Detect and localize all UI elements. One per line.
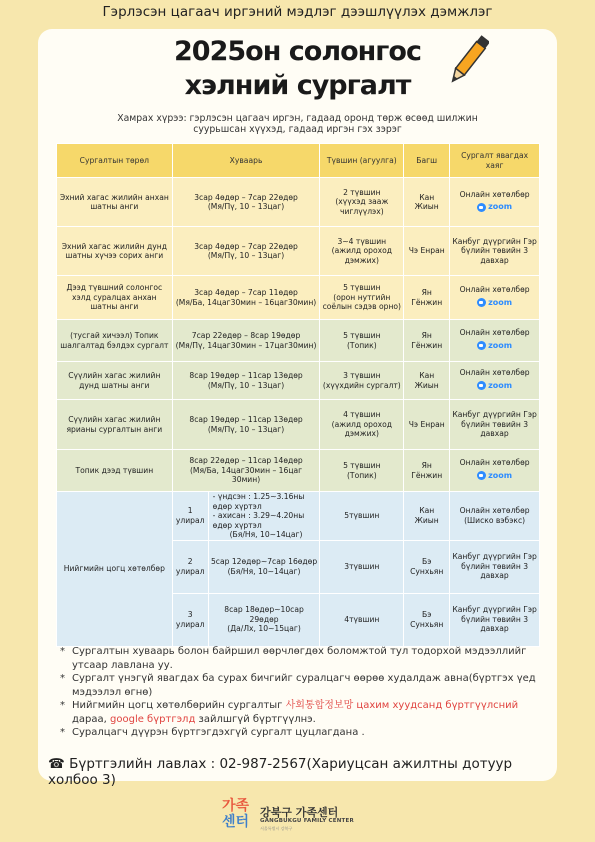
level-content: (Топик) — [346, 470, 377, 480]
asterisk-icon: * — [60, 727, 65, 738]
course-location: Канбуг дүүргийн Гэр бүлийн төвийн 3 давхар — [450, 400, 540, 450]
schedule-dates: 8сар 19өдөр – 11сар 13өдөр — [189, 415, 303, 424]
location-text: Онлайн хөтөлбөр — [459, 368, 530, 378]
zoom-badge — [477, 202, 512, 212]
zoom-badge — [477, 381, 512, 391]
pencil-icon — [449, 31, 489, 91]
course-location — [450, 362, 540, 400]
notes-section — [60, 645, 550, 740]
family-term-schedule — [172, 492, 320, 541]
course-teacher: Чэ Енран — [404, 400, 450, 450]
level-value: 5 түвшин — [343, 461, 381, 470]
course-location — [450, 320, 540, 362]
level-value: 5 түвшин — [343, 331, 381, 340]
course-level — [320, 178, 404, 227]
course-schedule — [172, 178, 320, 227]
family-teacher: Бэ Сунхьян — [404, 540, 450, 593]
family-location: Онлайн хөтөлбөр (Шиско вэбэкс) — [450, 492, 540, 541]
family-term: 3 улирал — [173, 594, 209, 646]
logo-subtitle: 서울특별시 강북구 — [260, 826, 293, 831]
contact-text: Бүртгэлийн лавлах : 02-987-2567(Хариуцсан ажилтны дотуур холбоо 3) — [48, 756, 513, 788]
level-value: 3~4 түвшин — [337, 236, 387, 246]
note-highlight-portal: 사회통합정보망 цахим хуудсанд бүртгүүлсний — [285, 700, 519, 711]
title-line-2-text: хэлний сургалт — [184, 70, 411, 101]
schedule-days: (Мя/Пү, 10 – 13цаг) — [207, 202, 285, 211]
family-term: 2 улирал — [173, 541, 209, 593]
note-item — [60, 645, 550, 672]
location-text: Онлайн хөтөлбөр — [459, 328, 530, 338]
table-row — [57, 178, 540, 227]
course-type: (тусгай хичээл) Топик шалгалтад бэлдэх сургалт — [57, 320, 173, 362]
course-level — [320, 450, 404, 492]
course-schedule — [172, 400, 320, 450]
family-teacher: Кан Жиын — [404, 492, 450, 541]
level-content: (ажилд ороход дэмжих) — [331, 246, 393, 265]
logo-english-name: GANGBUKGU FAMILY CENTER — [260, 818, 354, 824]
course-teacher: Кан Жиын — [404, 178, 450, 227]
table-row — [57, 320, 540, 362]
course-level — [320, 400, 404, 450]
family-course-type: Нийгмийн цогц хөтөлбөр — [57, 492, 173, 647]
schedule-days: (Мя/Ба, 14цаг30мин – 16цаг30мин) — [175, 297, 317, 307]
schedule-advanced: - ахисан : 3.29~4.20ны өдөр хүртэл — [212, 511, 305, 530]
level-value: 4 түвшин — [343, 410, 381, 420]
family-term-dates — [209, 605, 320, 634]
schedule-dates: 8сар 18өдөр~10сар 29өдөр — [224, 605, 304, 624]
asterisk-icon: * — [60, 700, 65, 711]
phone-icon: ☎ — [48, 756, 70, 772]
note-item — [60, 726, 550, 740]
target-line-1: Хамрах хүрээ: гэрлэсэн цагаач иргэн, гадаад оронд төрж өсөөд шилжин — [117, 113, 478, 124]
course-type: Эхний хагас жилийн дунд шатны хүчээ сорих анги — [57, 227, 173, 276]
schedule-table — [56, 143, 540, 647]
schedule-dates: 3сар 4өдөр – 7сар 22өдөр — [194, 192, 298, 202]
note-item — [60, 699, 550, 726]
note-highlight-google: google бүртгэлд — [110, 713, 196, 725]
schedule-days: (Бя/Ня, 10~14цаг) — [227, 566, 301, 576]
header-type: Сургалтын төрөл — [57, 144, 173, 178]
target-audience — [38, 113, 557, 135]
family-center-logo-icon — [216, 798, 256, 836]
schedule-days: (Мя/Ба, 14цаг30мин – 16цаг 30мин) — [189, 465, 303, 485]
level-content: (Топик) — [346, 340, 377, 350]
table-header-row — [57, 144, 540, 178]
footer-logo — [216, 798, 386, 838]
schedule-days: (Мя/Пү, 10 – 13цаг) — [207, 251, 285, 260]
note-text: Сургалт үнэгүй явагдах ба сурах бичгийг суралцагч өөрөө худалдаж авна(бүртгэх үед мэдээлэл өгнө) — [72, 673, 536, 698]
course-schedule — [172, 450, 320, 492]
location-text: Онлайн хөтөлбөр — [459, 458, 530, 468]
course-teacher: Ян Гёнжин — [404, 320, 450, 362]
schedule-dates: 5сар 12өдөр~7сар 16өдөр — [210, 557, 318, 566]
note-text: дараа, — [72, 713, 111, 725]
location-text: Онлайн хөтөлбөр — [459, 285, 530, 295]
course-teacher: Чэ Енран — [404, 227, 450, 276]
schedule-dates: 3сар 4өдөр – 7сар 22өдөр — [194, 241, 298, 251]
level-content: (ажилд ороход дэмжих) — [331, 419, 393, 439]
level-value: 3 түвшин — [343, 371, 381, 380]
course-level — [320, 276, 404, 320]
course-schedule — [172, 320, 320, 362]
zoom-icon — [477, 298, 486, 307]
family-level: 4түвшин — [320, 593, 404, 646]
title-line-2 — [167, 69, 429, 103]
zoom-label: zoom — [488, 340, 513, 350]
zoom-badge — [477, 298, 512, 308]
zoom-label: zoom — [488, 202, 513, 212]
course-level — [320, 320, 404, 362]
table-row — [57, 362, 540, 400]
note-text: зайлшгүй бүртгүүлнэ. — [195, 713, 316, 725]
course-type: Сүүлийн хагас жилийн ярианы сургалтын анги — [57, 400, 173, 450]
table-row — [57, 400, 540, 450]
family-location: Канбуг дүүргийн Гэр бүлийн төвийн 3 давхар — [450, 593, 540, 646]
schedule-days: (Мя/Пү, 14цаг30мин – 17цаг30мин) — [175, 340, 317, 350]
level-content: (хүүхэд зааж чиглүүлэх) — [335, 197, 389, 216]
logo-mark-top: 가족 — [222, 798, 250, 814]
note-text: Суралцагч дүүрэн бүртгэгдэхгүй сургалт цуцлагдана . — [72, 727, 365, 738]
level-value: 2 түвшин — [343, 187, 381, 197]
contact-line — [48, 756, 558, 788]
course-type: Дээд түвшний солонгос хэлд суралцах анхан шатны анги — [57, 276, 173, 320]
asterisk-icon: * — [60, 673, 65, 684]
course-schedule — [172, 362, 320, 400]
family-term-dates — [209, 492, 320, 540]
level-content: (орон нутгийн соёлын сэдэв орно) — [322, 292, 402, 312]
schedule-days: (Да/Лх, 10~15цаг) — [227, 624, 301, 634]
header-teacher: Багш — [404, 144, 450, 178]
course-level — [320, 227, 404, 276]
course-type: Топик дээд түвшин — [57, 450, 173, 492]
course-location — [450, 178, 540, 227]
schedule-dates: 3сар 4өдөр – 7сар 11өдөр — [194, 288, 298, 297]
zoom-label: zoom — [488, 297, 513, 307]
family-term-schedule — [172, 593, 320, 646]
course-teacher: Кан Жиын — [404, 362, 450, 400]
family-level: 5түвшин — [320, 492, 404, 541]
zoom-label: zoom — [488, 380, 513, 390]
asterisk-icon: * — [60, 646, 65, 657]
location-text: Онлайн хөтөлбөр — [459, 189, 530, 199]
table-row — [57, 492, 540, 541]
note-item — [60, 672, 550, 699]
course-type: Сүүлийн хагас жилийн дунд шатны анги — [57, 362, 173, 400]
zoom-badge — [477, 471, 512, 481]
target-line-2: суурьшсан хүүхэд, гадаад иргэн гэх зэрэг — [193, 124, 402, 135]
zoom-badge — [477, 341, 512, 351]
course-level — [320, 362, 404, 400]
logo-name: 강북구 가족센터 — [260, 806, 339, 819]
zoom-icon — [477, 381, 486, 390]
schedule-dates: 8сар 19өдөр – 11сар 13өдөр — [189, 371, 303, 380]
note-text: Сургалтын хуваарь болон байршил өөрчлөгдөх боломжтой тул тодорхой мэдээллийг утсаар лавлана уу. — [72, 646, 527, 671]
course-location: Канбуг дүүргийн Гэр бүлийн төвийн 3 давхар — [450, 227, 540, 276]
zoom-icon — [477, 471, 486, 480]
schedule-basic: - үндсэн : 1.25~3.16ны өдөр хүртэл — [212, 492, 305, 511]
family-term-dates — [209, 557, 320, 576]
header-location: Сургалт явагдах хаяг — [450, 144, 540, 178]
family-term-schedule — [172, 540, 320, 593]
title-line-1: 2025он солонгос — [174, 36, 421, 67]
family-location: Канбуг дүүргийн Гэр бүлийн төвийн 3 давхар — [450, 540, 540, 593]
header-strip: Гэрлэсэн цагаач иргэний мэдлэг дээшлүүлэх дэмжлэг — [102, 4, 493, 20]
course-teacher: Ян Гёнжин — [404, 276, 450, 320]
note-text: Нийгмийн цогц хөтөлбөрийн сургалтыг — [72, 700, 286, 711]
course-schedule — [172, 227, 320, 276]
family-term: 1 улирал — [173, 492, 209, 540]
zoom-label: zoom — [488, 470, 513, 480]
schedule-dates: 7сар 22өдөр – 8сар 19өдөр — [191, 331, 301, 340]
poster-card — [38, 29, 557, 788]
level-value: 5 түвшин — [343, 283, 381, 293]
table-row — [57, 276, 540, 320]
schedule-days: (Мя/Пү, 10 – 13цаг) — [207, 424, 285, 434]
schedule-days: (Бя/Ня, 10~14цаг) — [229, 530, 303, 539]
header-level: Түвшин (агуулга) — [320, 144, 404, 178]
table-row — [57, 450, 540, 492]
course-schedule — [172, 276, 320, 320]
course-location — [450, 276, 540, 320]
course-location — [450, 450, 540, 492]
zoom-icon — [477, 203, 486, 212]
schedule-days: (Мя/Пү, 10 – 13цаг) — [207, 380, 285, 390]
course-teacher: Ян Гёнжин — [404, 450, 450, 492]
family-level: 3түвшин — [320, 540, 404, 593]
level-content: (хүүхдийн сургалт) — [322, 380, 401, 390]
course-type: Эхний хагас жилийн анхан шатны анги — [57, 178, 173, 227]
table-row — [57, 227, 540, 276]
header-schedule: Хуваарь — [172, 144, 320, 178]
family-teacher: Бэ Сунхьян — [404, 593, 450, 646]
zoom-icon — [477, 341, 486, 350]
schedule-dates: 8сар 22өдөр – 11сар 14өдөр — [189, 456, 303, 466]
logo-mark-bottom: 센터 — [222, 814, 250, 830]
